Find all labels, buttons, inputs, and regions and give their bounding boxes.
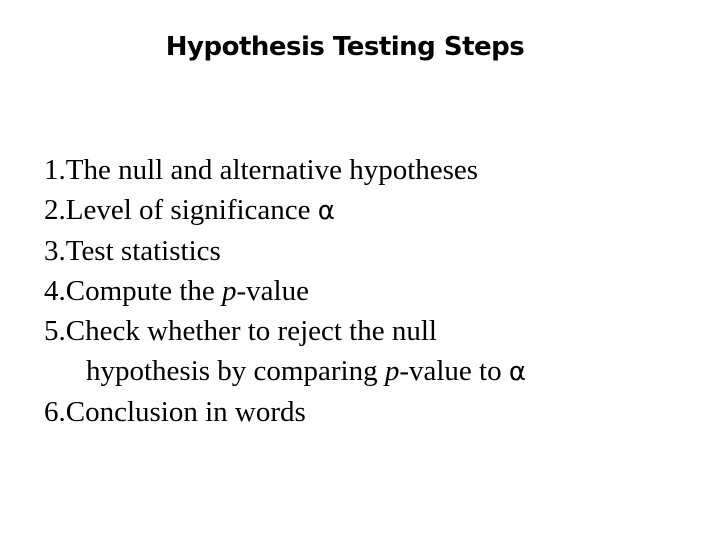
- step-5: [44, 311, 704, 392]
- step-text-line1: Check whether to reject the null: [65, 315, 437, 347]
- step-2: [44, 190, 704, 231]
- step-3: [44, 231, 704, 271]
- step-number: 1.: [44, 154, 66, 186]
- step-4: [44, 271, 704, 311]
- step-text: Level of significance: [65, 194, 318, 226]
- step-text-before: Compute the: [65, 275, 223, 307]
- p-italic: p: [384, 355, 400, 387]
- alpha-symbol: α: [317, 196, 335, 226]
- steps-list: [44, 150, 704, 432]
- step-text: The null and alternative hypotheses: [65, 154, 479, 186]
- step-text: Test statistics: [65, 235, 221, 267]
- step-number: 2.: [44, 194, 66, 226]
- step-number: 3.: [44, 235, 66, 267]
- step-6: [44, 392, 704, 432]
- step-text-after: -value: [236, 275, 309, 307]
- step-text-line2-after: -value to: [399, 355, 509, 387]
- alpha-symbol: α: [508, 357, 526, 387]
- slide-title: Hypothesis Testing Steps: [165, 32, 525, 62]
- step-1: [44, 150, 704, 190]
- p-italic: p: [222, 275, 237, 307]
- step-text: Conclusion in words: [65, 396, 306, 428]
- step-5-continuation: [44, 351, 704, 392]
- step-number: 5.: [44, 315, 66, 347]
- step-number: 4.: [44, 275, 66, 307]
- step-text-line2-before: hypothesis by comparing: [86, 355, 385, 387]
- step-number: 6.: [44, 396, 66, 428]
